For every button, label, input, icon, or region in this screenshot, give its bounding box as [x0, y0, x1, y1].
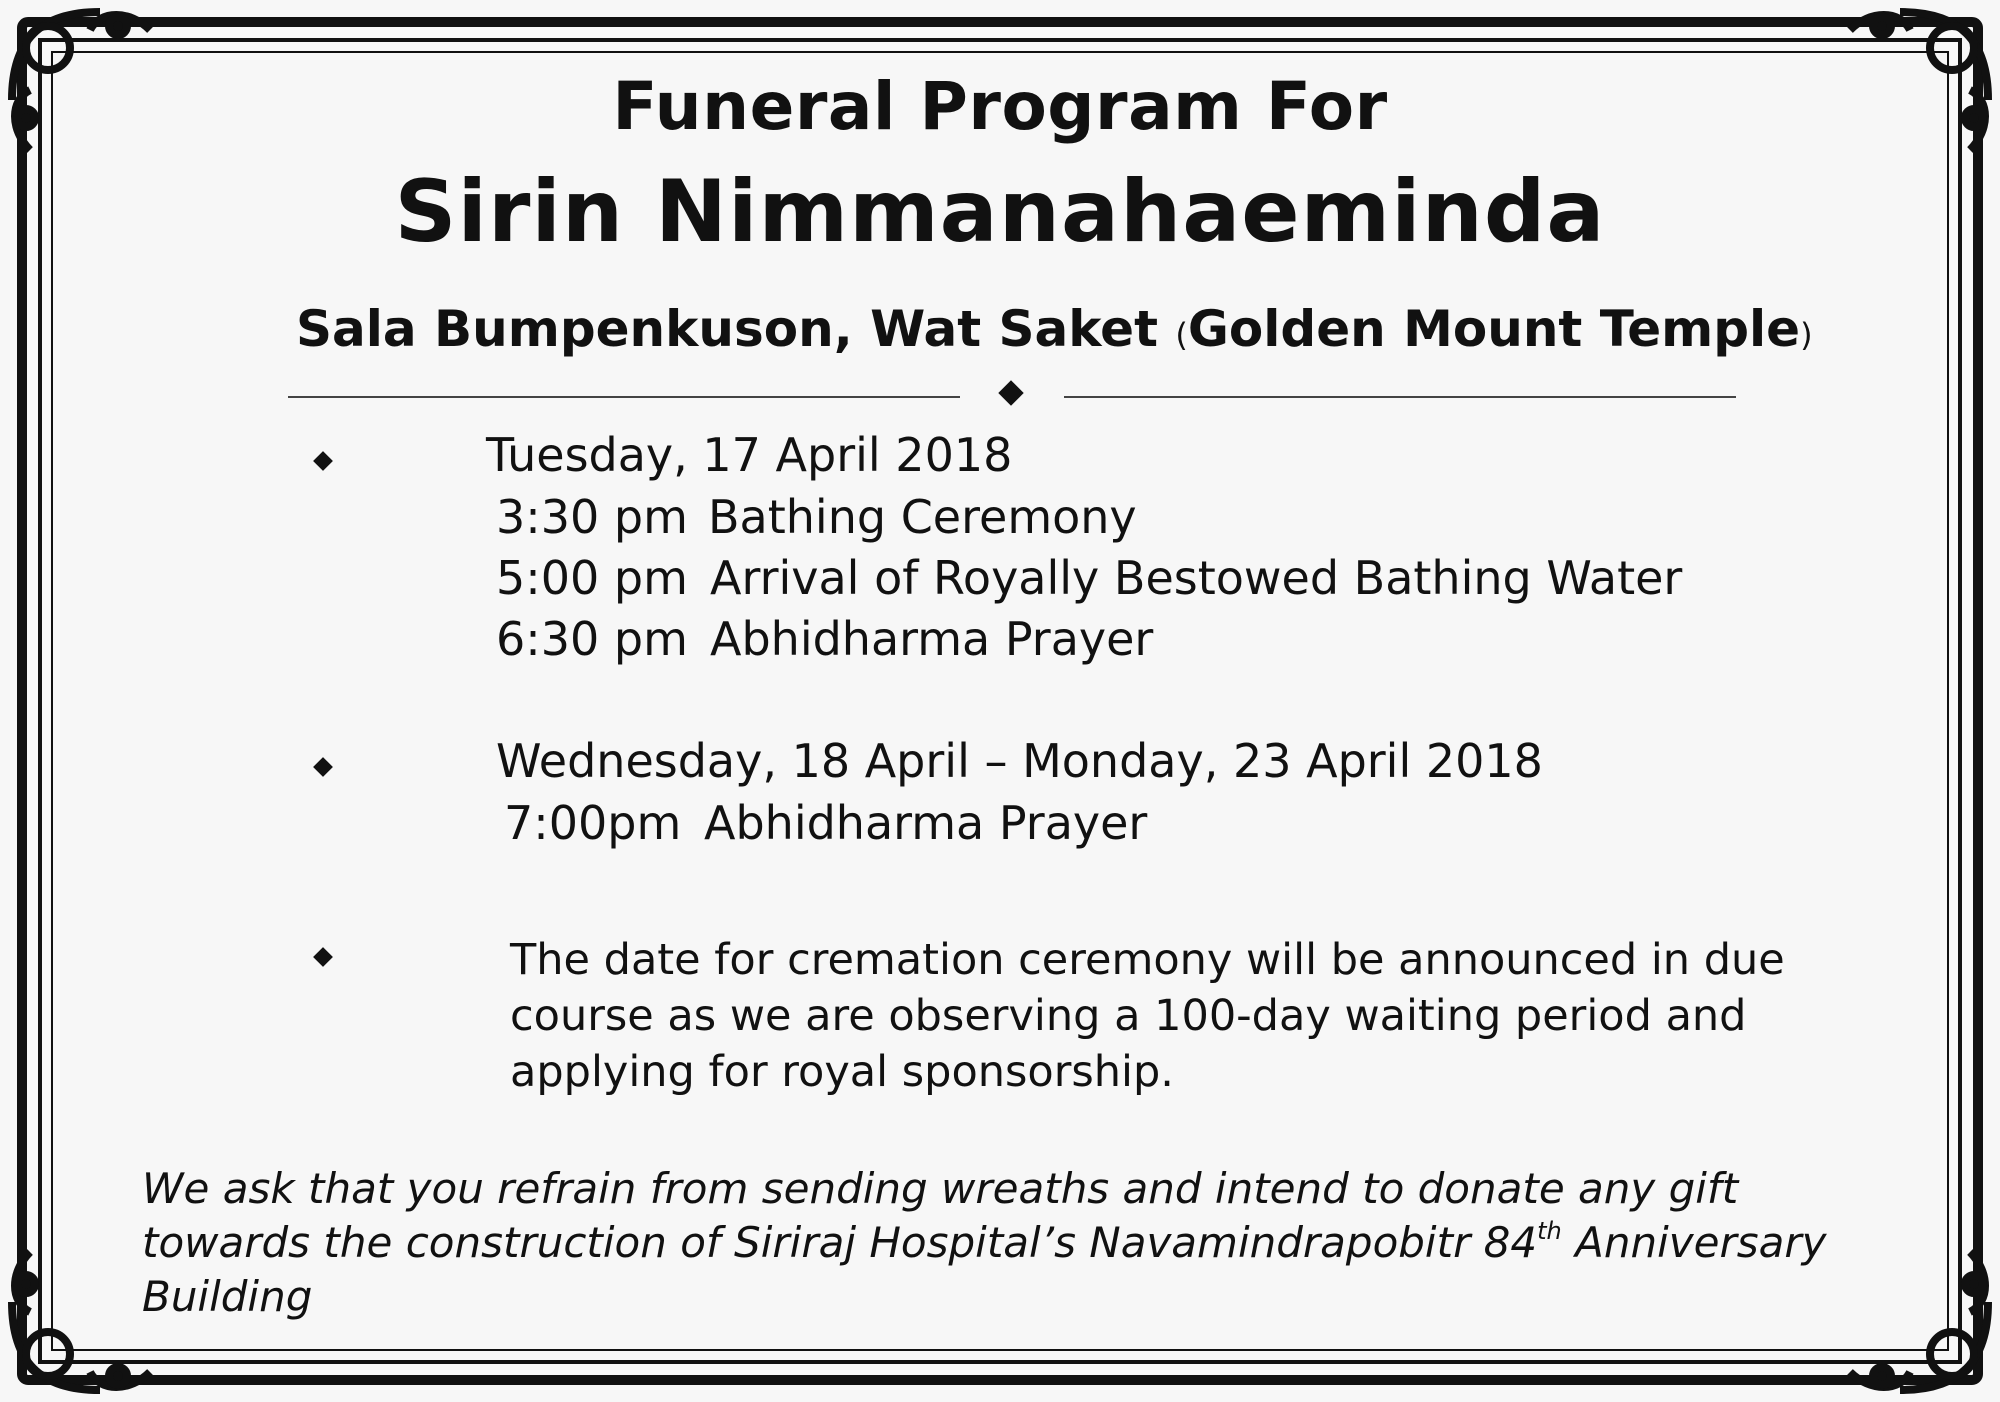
venue-line — [296, 300, 1813, 358]
separator-line-left — [288, 396, 960, 398]
corner-ornament-bottom-left — [12, 1252, 150, 1390]
event-time: 5:00 pm — [496, 551, 688, 605]
event-description: Abhidharma Prayer — [704, 796, 1148, 850]
cremation-note: The date for cremation ceremony will be announced in due course as we are observing a 100-day waiting period and applying for royal sponsorship. — [510, 935, 1785, 1097]
venue-temple: Golden Mount Temple — [1187, 300, 1801, 358]
event-time: 3:30 pm — [496, 490, 688, 544]
donation-request: We ask that you refrain from sending wreaths and intend to donate any gift towards the construction of Siriraj Hospital’s Navamindrapobitr 84th Anniversary Building — [142, 1164, 1827, 1321]
event-time: 6:30 pm — [496, 612, 688, 666]
schedule-date: Tuesday, 17 April 2018 — [486, 428, 1013, 482]
event-time: 7:00pm — [504, 796, 682, 850]
event-description: Arrival of Royally Bestowed Bathing Water — [710, 551, 1683, 605]
venue-close-paren: ) — [1800, 316, 1813, 354]
deceased-name: Sirin Nimmanahaeminda — [394, 162, 1606, 262]
venue-open-paren: ( — [1175, 316, 1188, 354]
program-heading: Funeral Program For — [612, 68, 1388, 145]
schedule-date: Wednesday, 18 April – Monday, 23 April 2018 — [496, 734, 1543, 788]
event-description: Abhidharma Prayer — [710, 612, 1154, 666]
event-description: Bathing Ceremony — [708, 490, 1137, 544]
venue-place: Sala Bumpenkuson, Wat Saket — [296, 300, 1176, 358]
separator-line-right — [1064, 396, 1736, 398]
